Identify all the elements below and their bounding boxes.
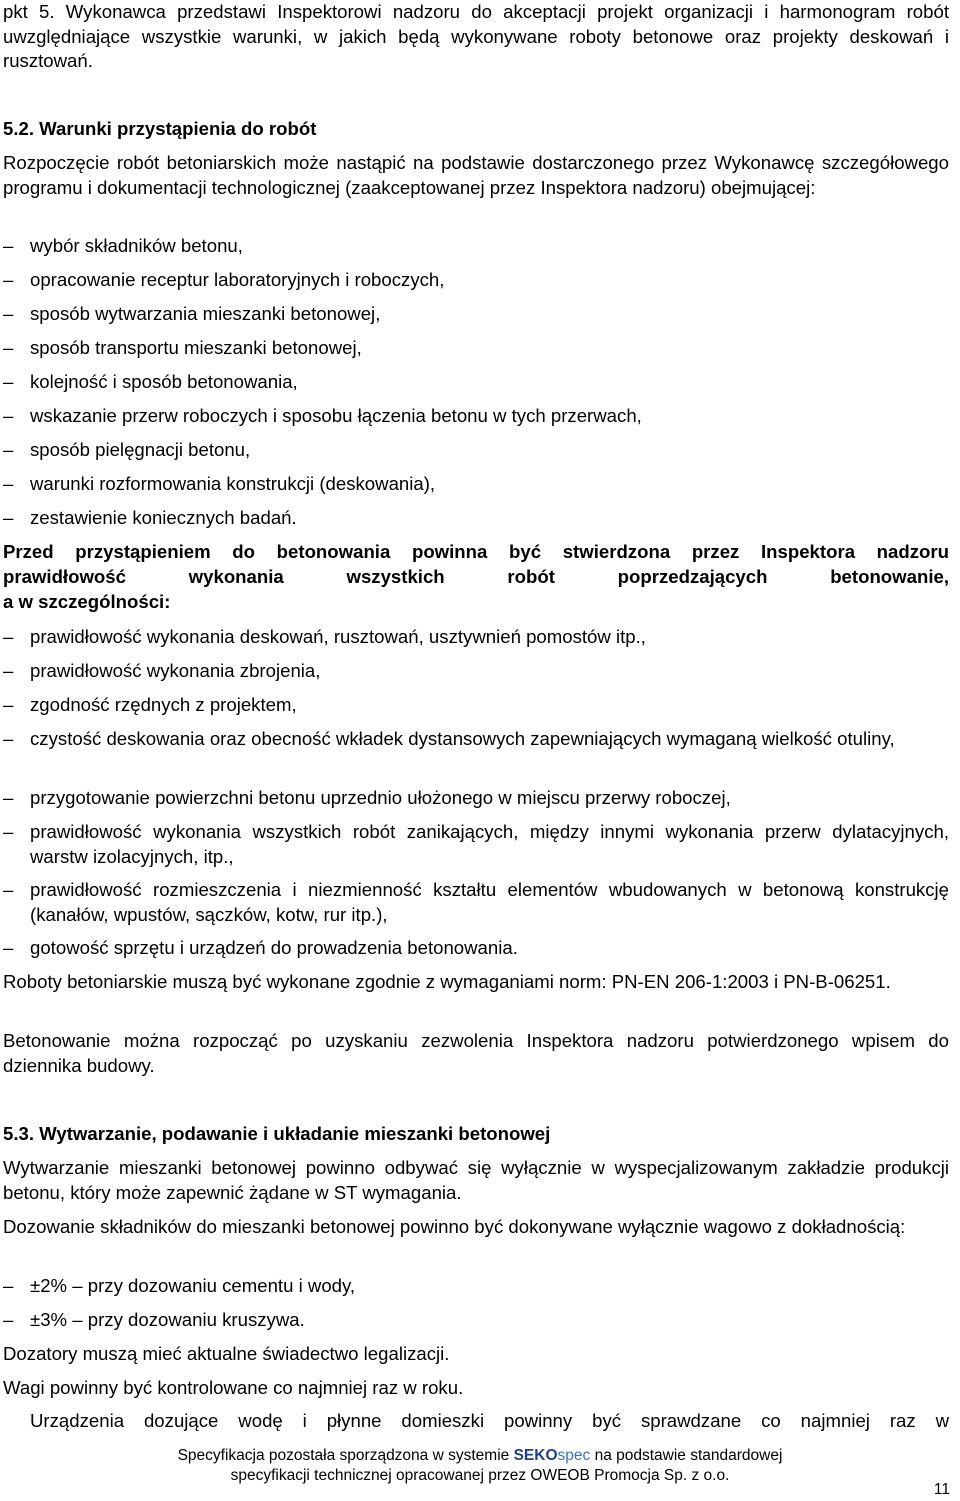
intro-paragraph: pkt 5. Wykonawca przedstawi Inspektorowi nadzoru do akceptacji projekt organizacji i harmonogram robót uwzględniające wszystkie warunki, w jakich będą wykonywane roboty betonowe oraz projekty deskowań i rusztowań. bbox=[3, 1, 949, 71]
footer-line-2: specyfikacji technicznej opracowanej przez OWEOB Promocja Sp. z o.o. bbox=[230, 1467, 730, 1484]
list-item: – wskazanie przerw roboczych i sposobu łączenia betonu w tych przerwach, bbox=[3, 405, 642, 426]
list-item: – zgodność rzędnych z projektem, bbox=[3, 694, 297, 715]
brand-logo: SEKOspec bbox=[513, 1447, 591, 1464]
list-item: – prawidłowość wykonania zbrojenia, bbox=[3, 660, 321, 681]
page-number: 11 bbox=[933, 1481, 950, 1498]
start-paragraph: Betonowanie można rozpocząć po uzyskaniu zezwolenia Inspektora nadzoru potwierdzonego wpisem do dziennika budowy. bbox=[3, 1030, 949, 1076]
footer-text: na podstawie standardowej bbox=[594, 1447, 783, 1464]
footer-text: Specyfikacja pozostała sporządzona w systemie bbox=[177, 1447, 510, 1464]
list-item: – warunki rozformowania konstrukcji (deskowania), bbox=[3, 473, 436, 494]
list-item: – ±3% – przy dozowaniu kruszywa. bbox=[3, 1309, 305, 1330]
bold-requirement-line: Przed przystąpieniem do betonowania powinna być stwierdzona przez Inspektora nadzoru bbox=[3, 541, 949, 562]
list-item: – ±2% – przy dozowaniu cementu i wody, bbox=[3, 1275, 356, 1296]
page-footer bbox=[0, 1446, 960, 1486]
norms-paragraph: Roboty betoniarskie muszą być wykonane zgodnie z wymaganiami norm: PN-EN 206-1:2003 i PN-B-06251. bbox=[3, 971, 891, 992]
list-item: – sposób pielęgnacji betonu, bbox=[3, 439, 251, 460]
list-item: – gotowość sprzętu i urządzeń do prowadzenia betonowania. bbox=[3, 937, 518, 958]
list-item: – opracowanie receptur laboratoryjnych i roboczych, bbox=[3, 269, 445, 290]
list-item: – prawidłowość wykonania wszystkich robót zanikających, między innymi wykonania przerw dylatacyjnych, warstw izolacyjnych, itp., bbox=[3, 821, 949, 867]
list-item: – kolejność i sposób betonowania, bbox=[3, 371, 298, 392]
scales-paragraph: Wagi powinny być kontrolowane co najmniej raz w roku. bbox=[3, 1377, 464, 1398]
list-item: – czystość deskowania oraz obecność wkładek dystansowych zapewniających wymaganą wielkość otuliny, bbox=[3, 728, 895, 749]
section-heading-5-3: 5.3. Wytwarzanie, podawanie i układanie mieszanki betonowej bbox=[3, 1123, 551, 1144]
list-item: – przygotowanie powierzchni betonu uprzednio ułożonego w miejscu przerwy roboczej, bbox=[3, 787, 731, 808]
list-item: – prawidłowość wykonania deskowań, rusztowań, usztywnień pomostów itp., bbox=[3, 626, 646, 647]
list-item: – sposób wytwarzania mieszanki betonowej, bbox=[3, 303, 381, 324]
list-item: – zestawienie koniecznych badań. bbox=[3, 507, 297, 528]
footer-line-1 bbox=[0, 1446, 960, 1466]
dosers-paragraph: Dozatory muszą mieć aktualne świadectwo legalizacji. bbox=[3, 1343, 450, 1364]
production-paragraph: Wytwarzanie mieszanki betonowej powinno odbywać się wyłącznie w wyspecjalizowanym zakładzie produkcji betonu, który może zapewnić żądane w ST wymagania. bbox=[3, 1157, 949, 1203]
section-5-2-intro: Rozpoczęcie robót betoniarskich może nastąpić na podstawie dostarczonego przez Wykonawcę szczegółowego programu i dokumentacji technologicznej (zaakceptowanej przez Inspektora nadzoru) obejmującej: bbox=[3, 152, 949, 198]
devices-paragraph: Urządzenia dozujące wodę i płynne domieszki powinny być sprawdzane co najmniej raz w bbox=[30, 1410, 949, 1431]
dosing-paragraph: Dozowanie składników do mieszanki betonowej powinno być dokonywane wyłącznie wagowo z dokładnością: bbox=[3, 1216, 906, 1237]
bold-requirement-line: prawidłowość wykonania wszystkich robót poprzedzających betonowanie, bbox=[3, 566, 949, 587]
list-item: – sposób transportu mieszanki betonowej, bbox=[3, 337, 362, 358]
section-heading-5-2: 5.2. Warunki przystąpienia do robót bbox=[3, 118, 317, 139]
list-item: – prawidłowość rozmieszczenia i niezmienność kształtu elementów wbudowanych w betonową konstrukcję (kanałów, wpustów, sączków, kotw, rur itp.), bbox=[3, 879, 949, 925]
list-item: – wybór składników betonu, bbox=[3, 235, 243, 256]
bold-requirement-line: a w szczególności: bbox=[3, 591, 171, 612]
